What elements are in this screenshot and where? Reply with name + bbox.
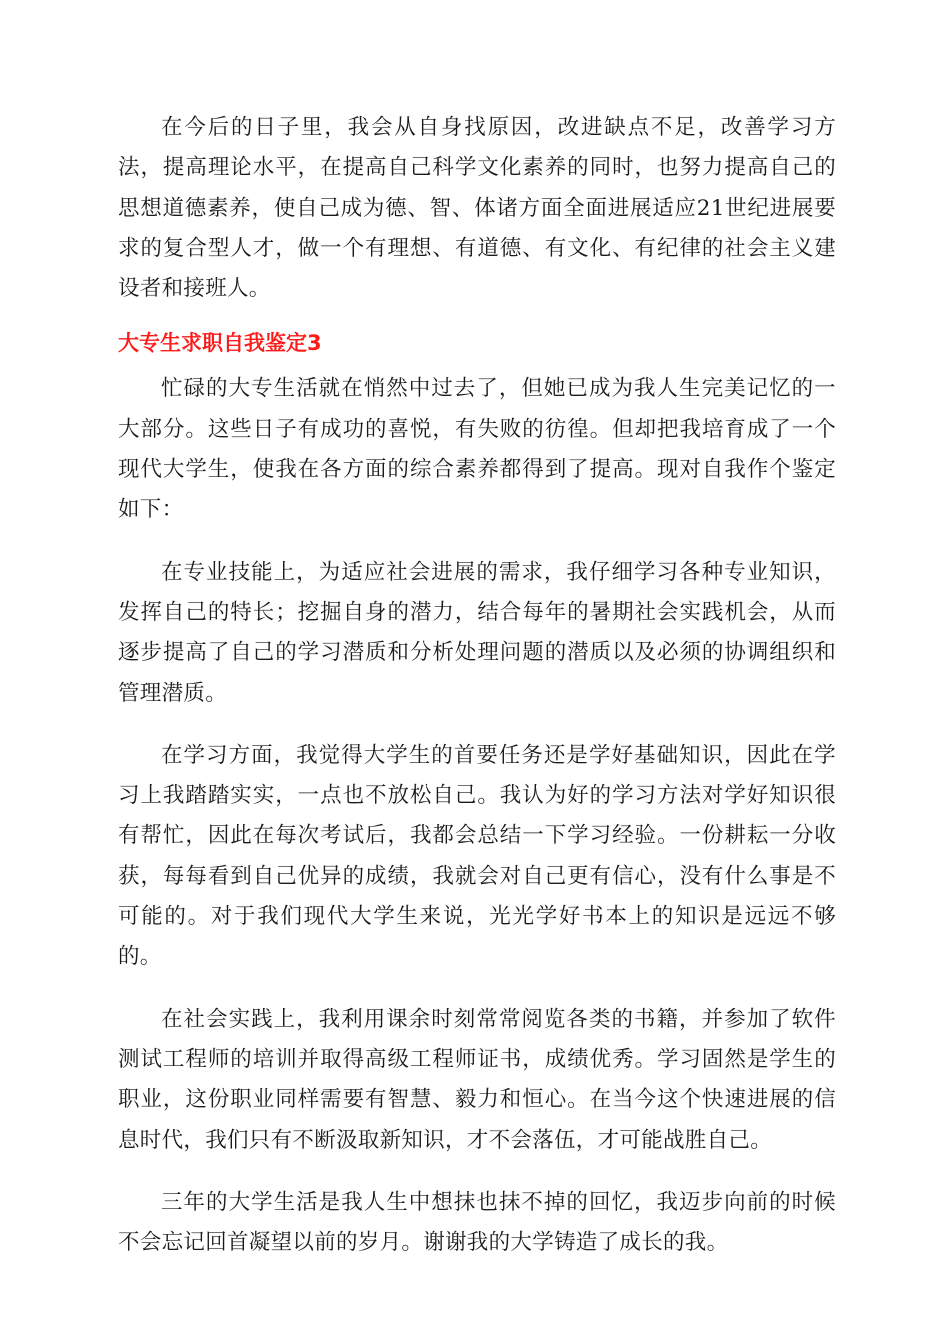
paragraph-closing-previous: 在今后的日子里，我会从自身找原因，改进缺点不足，改善学习方法，提高理论水平，在提高自己科学文化素养的同时，也努力提高自己的思想道德素养，使自己成为德、智、体诸方面全面进展适应21世纪进展要求的复合型人才，做一个有理想、有道德、有文化、有纪律的社会主义建设者和接班人。 bbox=[118, 115, 836, 302]
paragraph-study: 在学习方面，我觉得大学生的首要任务还是学好基础知识，因此在学习上我踏踏实实，一点也不放松自己。我认为好的学习方法对学好知识很有帮忙，因此在每次考试后，我都会总结一下学习经验。一份耕耘一分收获，每每看到自己优异的成绩，我就会对自己更有信心，没有什么事是不可能的。对于我们现代大学生来说，光光学好书本上的知识是远远不够的。 bbox=[118, 742, 836, 970]
paragraph-intro: 忙碌的大专生活就在悄然中过去了，但她已成为我人生完美记忆的一大部分。这些日子有成功的喜悦，有失败的彷徨。但却把我培育成了一个现代大学生，使我在各方面的综合素养都得到了提高。现对自我作个鉴定如下： bbox=[118, 376, 836, 523]
paragraph-conclusion: 三年的大学生活是我人生中想抹也抹不掉的回忆，我迈步向前的时候不会忘记回首凝望以前的岁月。谢谢我的大学铸造了成长的我。 bbox=[118, 1189, 836, 1256]
paragraph-professional-skills: 在专业技能上，为适应社会进展的需求，我仔细学习各种专业知识，发挥自己的特长；挖掘自身的潜力，结合每年的暑期社会实践机会，从而逐步提高了自己的学习潜质和分析处理问题的潜质以及必须的协调组织和管理潜质。 bbox=[118, 559, 836, 706]
section-heading: 大专生求职自我鉴定3 bbox=[118, 331, 322, 356]
document-page bbox=[118, 108, 836, 1263]
paragraph-social-practice: 在社会实践上，我利用课余时刻常常阅览各类的书籍，并参加了软件测试工程师的培训并取得高级工程师证书，成绩优秀。学习固然是学生的职业，这份职业同样需要有智慧、毅力和恒心。在当今这个快速进展的信息时代，我们只有不断汲取新知识，才不会落伍，才可能战胜自己。 bbox=[118, 1006, 836, 1153]
